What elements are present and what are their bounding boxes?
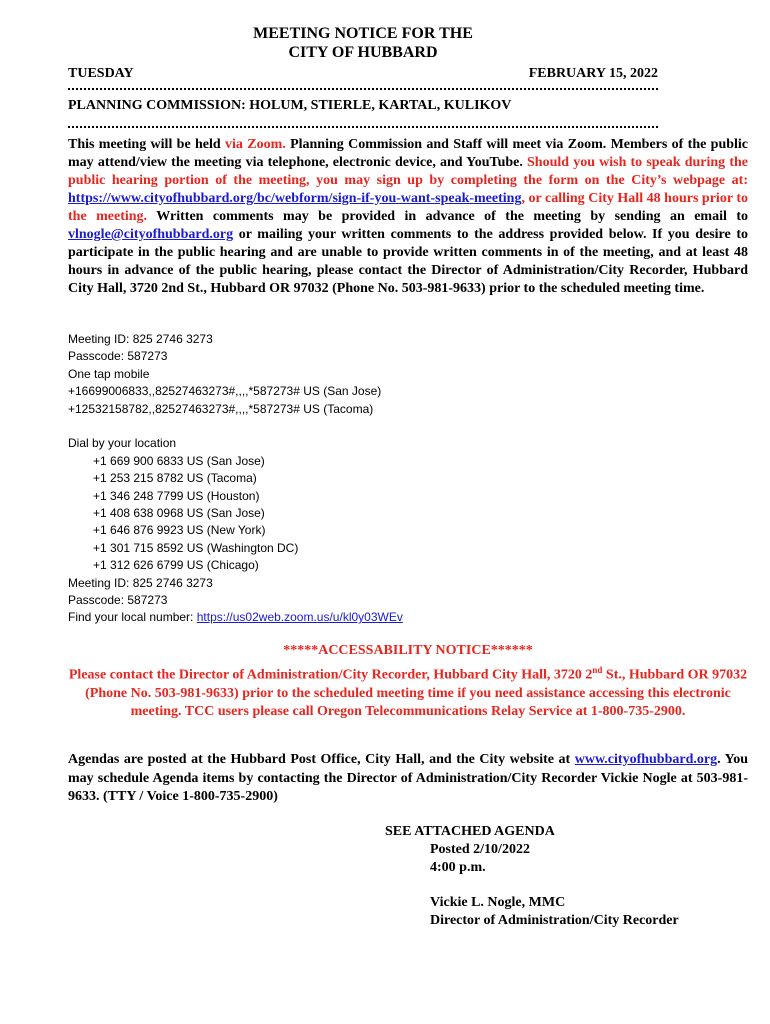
dial-number: +1 253 215 8782 US (Tacoma) — [93, 471, 257, 486]
accessibility-notice — [68, 642, 748, 722]
meeting-id: Meeting ID: 825 2746 3273 — [68, 575, 213, 590]
dial-number: +1 301 715 8592 US (Washington DC) — [93, 540, 299, 555]
title-line-2: CITY OF HUBBARD — [288, 44, 438, 61]
dial-number: +1 408 638 0968 US (San Jose) — [93, 506, 265, 521]
one-tap-number: +12532158782,,82527463273#,,,,*587273# US (Tacoma) — [68, 401, 374, 416]
dotted-divider — [68, 86, 658, 90]
find-local-number — [68, 609, 403, 626]
speak-signup-link[interactable]: https://www.cityofhubbard.org/bc/webform/sign-if-you-want-speak-meeting — [68, 191, 522, 206]
posted-time: 4:00 p.m. — [430, 860, 486, 875]
passcode: Passcode: 587273 — [68, 349, 168, 364]
posted-date: Posted 2/10/2022 — [430, 842, 530, 857]
passcode: Passcode: 587273 — [68, 593, 168, 608]
dial-number: +1 346 248 7799 US (Houston) — [93, 488, 260, 503]
speak-signup-text: Should you wish to speak during the public hearing portion of the meeting, you may sign up by completing the form on the City’s webpage at: — [68, 155, 748, 188]
agendas-paragraph — [68, 751, 748, 807]
email-link[interactable]: vlnogle@cityofhubbard.org — [68, 227, 234, 242]
one-tap-number: +16699006833,,82527463273#,,,,*587273# US (San Jose) — [68, 384, 382, 399]
date-row — [68, 66, 658, 82]
intro-paragraph — [68, 136, 748, 298]
speak-signup-text: , or calling City Hall 48 hours prior to the meeting. — [68, 191, 748, 224]
agendas-text: . You may schedule Agenda items by contacting the Director of Administration/City Recorder Vickie Nogle at 503-981-9633. (TTY / Voice 1-800-735-2900) — [68, 752, 748, 804]
intro-text: This meeting will be held — [68, 137, 226, 152]
city-website-link[interactable]: www.cityofhubbard.org — [574, 752, 718, 767]
superscript: nd — [592, 664, 603, 675]
dotted-divider — [68, 124, 658, 128]
intro-text: Planning Commission and Staff will meet via Zoom. Members of the public may attend/view the meeting via telephone, electronic device, and YouTube. — [68, 137, 749, 170]
dial-number: +1 646 876 9923 US (New York) — [93, 523, 266, 538]
commission-members: PLANNING COMMISSION: HOLUM, STIERLE, KARTAL, KULIKOV — [68, 98, 512, 113]
one-tap-label: One tap mobile — [68, 366, 150, 381]
meeting-date: FEBRUARY 15, 2022 — [528, 66, 658, 81]
signatory-title: Director of Administration/City Recorder — [430, 913, 679, 928]
dial-number: +1 312 626 6799 US (Chicago) — [93, 558, 259, 573]
title-line-1: MEETING NOTICE FOR THE — [253, 25, 473, 42]
zoom-details — [68, 331, 403, 627]
local-number-link[interactable]: https://us02web.zoom.us/u/kl0y03WEv — [196, 610, 403, 625]
accessibility-text: Please contact the Director of Administration/City Recorder, Hubbard City Hall, 3720 2 — [68, 667, 593, 683]
intro-text: or mailing your written comments to the address provided below. If you desire to participate in the public hearing and are unable to provide written comments in of the meeting, and at least 48 hours in advance of the public hearing, please contact the Director of Administration/City Recorder, Hubbard City Hall, 3720 2nd St., Hubbard OR 97032 (Phone No. 503-981-9633) prior to the scheduled meeting time. — [68, 227, 748, 296]
find-local-label: Find your local number: — [68, 610, 197, 625]
dial-number: +1 669 900 6833 US (San Jose) — [93, 453, 265, 468]
signatory-name: Vickie L. Nogle, MMC — [430, 895, 566, 910]
accessibility-body — [68, 661, 748, 722]
meeting-id: Meeting ID: 825 2746 3273 — [68, 332, 213, 346]
see-attached-agenda: SEE ATTACHED AGENDA — [385, 824, 555, 839]
meeting-day: TUESDAY — [68, 66, 134, 81]
intro-text: Written comments may be provided in advance of the meeting by sending an email to — [147, 209, 748, 224]
notice-title — [0, 24, 726, 62]
dial-location-label: Dial by your location — [68, 436, 177, 451]
accessibility-heading: *****ACCESSABILITY NOTICE****** — [283, 643, 533, 658]
via-zoom-text: via Zoom. — [225, 137, 286, 152]
accessibility-text: St., Hubbard OR 97032 (Phone No. 503-981-9633) prior to the scheduled meeting time if you need assistance accessing this electronic meeting. TCC users please call Oregon Telecommunications Relay Service at 1-800-735-2900. — [85, 667, 748, 720]
agendas-text: Agendas are posted at the Hubbard Post Office, City Hall, and the City website at — [68, 752, 575, 767]
